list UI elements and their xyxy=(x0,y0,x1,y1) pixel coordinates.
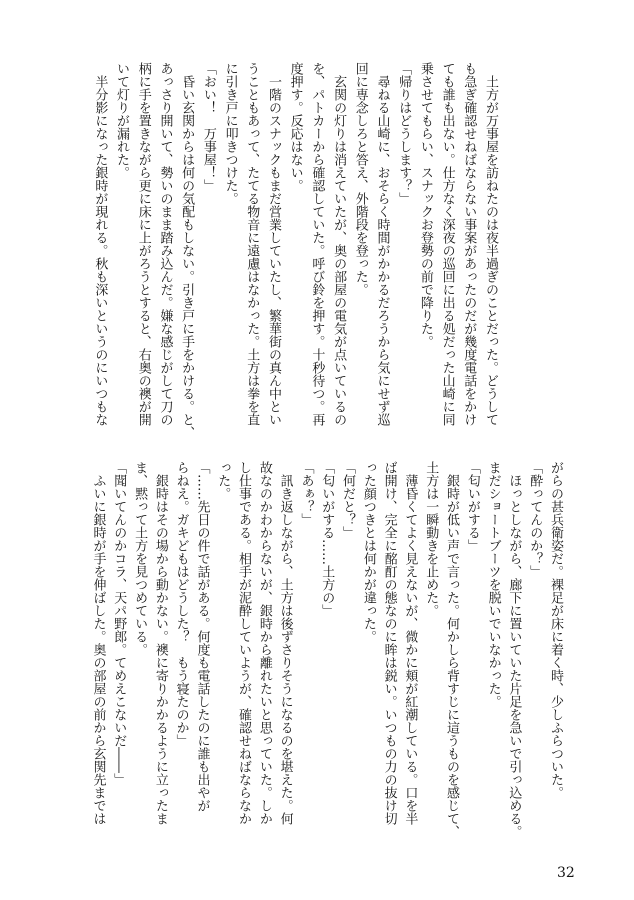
text-column: も急ぎ確認せねばならない事案があったのだが幾度電話をかけ xyxy=(461,62,477,426)
text-column: に引き戸に叩きつけた。 xyxy=(222,62,238,205)
text-column: った顔つきとは何かが違った。 xyxy=(360,461,376,643)
text-column: 土方は一瞬動きを止めた。 xyxy=(423,461,439,617)
text-column: 故なのかわからないが、銀時から離れたいと思っていた。しか xyxy=(256,461,272,825)
text-column: ば開け、完全に酩酊の態なのに眸は鋭い。いつもの力の抜け切 xyxy=(381,461,397,825)
text-column: 「匂いがする……土方の」 xyxy=(319,461,335,617)
text-column: まだショートブーツを脱いでいなかった。 xyxy=(485,461,501,708)
text-column: 銀時が低い声で言った。何かしら背すじに這うものを感じて、 xyxy=(444,474,460,838)
text-column: った。 xyxy=(215,461,231,500)
text-column: ま、黙って土方を見つめている。 xyxy=(132,461,148,656)
text-column: 一階のスナックもまだ営業していたし、繁華街の真ん中とい xyxy=(265,75,281,426)
text-column: を、パトカーから確認していた。呼び鈴を押す。十秒待つ。再 xyxy=(309,62,325,426)
text-column: 訊き返しながら、土方は後ずさりそうになるのを堪えた。何 xyxy=(277,474,293,825)
text-column: ふいに銀時が手を伸ばした。奥の部屋の前から玄関先までは xyxy=(90,474,106,825)
text-block-lower xyxy=(87,461,565,838)
text-block-upper xyxy=(89,62,501,439)
text-column: 「何だと？」 xyxy=(340,461,356,539)
text-column: 「匂いがする」 xyxy=(464,461,480,552)
text-column: 「……先日の件で話がある。何度も電話したのに誰も出やが xyxy=(194,461,210,812)
text-column: いて灯りが漏れた。 xyxy=(114,62,130,179)
text-column: し仕事である。相手が泥酔していようが、確認せねばならなか xyxy=(236,461,252,825)
text-column: 回に専念しろと答え、外階段を登った。 xyxy=(352,62,368,296)
text-column: 「帰りはどうします？」 xyxy=(396,62,412,205)
text-column: 土方が万事屋を訪ねたのは夜半過ぎのことだった。どうして xyxy=(483,75,498,426)
text-column: 尋ねる山崎に、おそらく時間がかかるだろうから気にせず巡 xyxy=(374,75,390,426)
text-column: 乗させてもらい、スナックお登勢の前で降りた。 xyxy=(417,62,433,348)
text-column: ほっとしながら、廊下に置いていた片足を急いで引っ込める。 xyxy=(506,474,522,838)
text-column: 玄関の灯りは消えていたが、奥の部屋の電気が点いているの xyxy=(331,75,347,426)
text-column: 半分影になった銀時が現れる。秋も深いというのにいつもな xyxy=(92,75,108,426)
page-number: 32 xyxy=(557,865,575,881)
text-column: うこともあって、たてる物音に遠慮はなかった。土方は拳を直 xyxy=(244,62,260,426)
text-column: 「聞いてんのかコラ、天パ野郎。てめえこないだ――」 xyxy=(111,461,127,786)
text-column: 銀時はその場から動かない。襖に寄りかかるように立ったま xyxy=(152,474,168,825)
text-column: 「おい！ 万事屋！」 xyxy=(200,62,216,192)
text-column: 「酔ってんのか？」 xyxy=(527,461,543,578)
text-column: 「あぁ？」 xyxy=(298,461,314,526)
text-column: 薄昏くてよく見えないが、微かに頬が紅潮している。口を半 xyxy=(402,474,418,825)
text-column: がらの甚兵衛姿だ。裸足が床に着く時、少しふらついた。 xyxy=(548,461,563,799)
text-column: ても誰も出ない。仕方なく深夜の巡回に出る処だった山崎に同 xyxy=(439,62,455,426)
text-column: 度押す。反応はない。 xyxy=(287,62,303,192)
text-column: 柄に手を置きながら更に床に上がろうとすると、右奥の襖が開 xyxy=(135,62,151,426)
text-column: らねえ。ガキどもはどうした？ もう寝たのか」 xyxy=(173,461,189,747)
text-column: あっさり開いて、勢いのまま踏み込んだ。嫌な感じがして刀の xyxy=(157,62,173,426)
text-column: 昏い玄関からは何の気配もしない。引き戸に手をかける。と、 xyxy=(179,75,195,439)
